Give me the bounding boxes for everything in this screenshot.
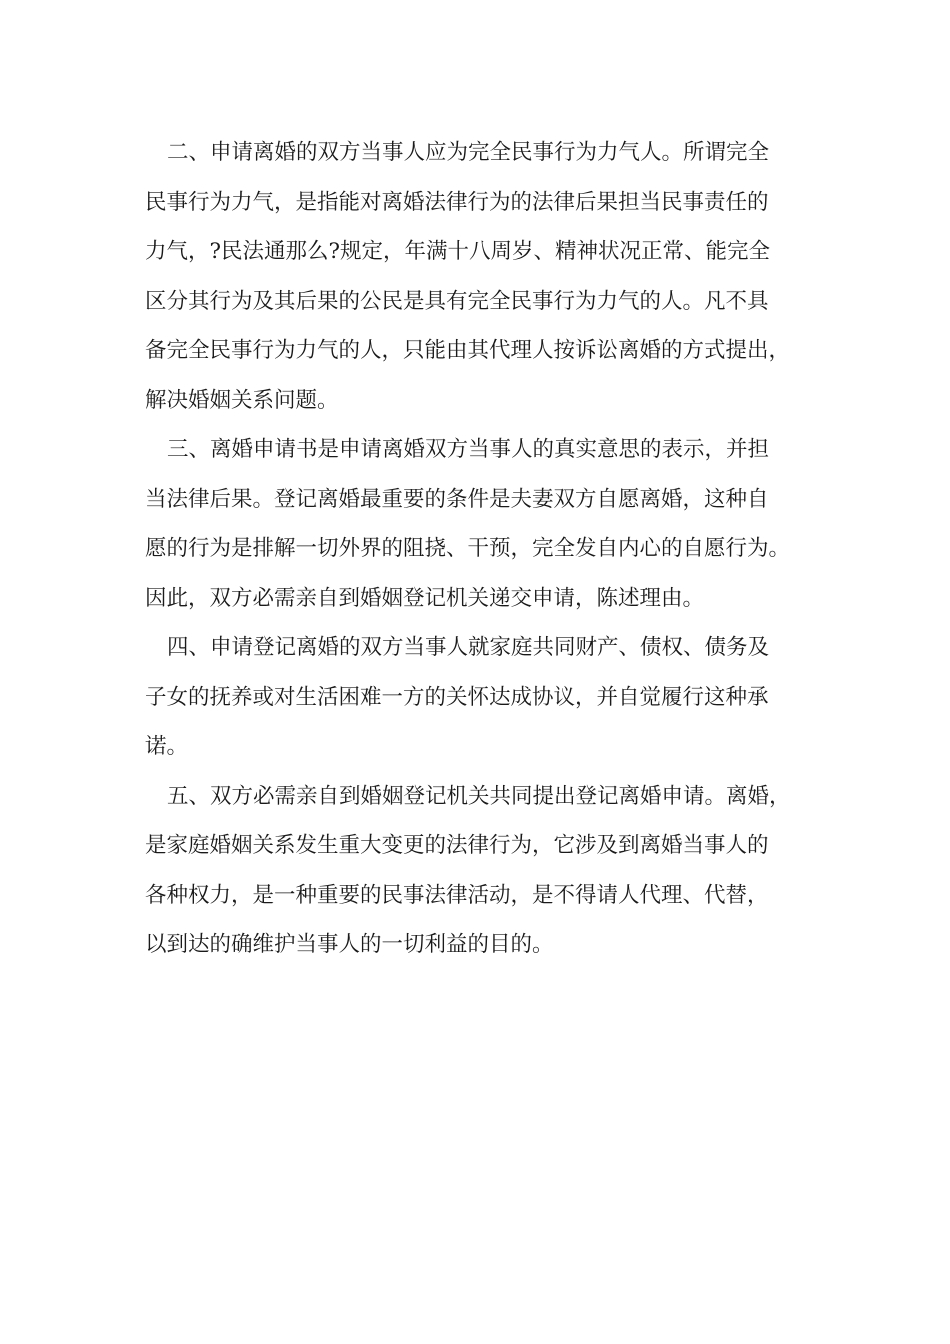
paragraph-line: 各种权力，是一种重要的民事法律活动，是不得请人代理、代替，: [145, 882, 769, 908]
paragraph-line: 区分其行为及其后果的公民是具有完全民事行为力气的人。凡不具: [145, 288, 769, 314]
paragraph-line: 子女的抚养或对生活困难一方的关怀达成协议，并自觉履行这种承: [145, 684, 769, 710]
paragraph-line: 愿的行为是排解一切外界的阻挠、干预，完全发自内心的自愿行为。: [145, 536, 791, 561]
paragraph-5: [145, 772, 845, 970]
paragraph-line: 力气，?民法通那么?规定，年满十八周岁、精神状况正常、能完全: [145, 239, 771, 264]
paragraph-4: [145, 623, 845, 772]
paragraph-line: 因此，双方必需亲自到婚姻登记机关递交申请，陈述理由。: [145, 585, 705, 611]
paragraph-line: 是家庭婚姻关系发生重大变更的法律行为，它涉及到离婚当事人的: [145, 833, 769, 858]
paragraph-line: 二、申请离婚的双方当事人应为完全民事行为力气人。所谓完全: [167, 140, 770, 165]
paragraph-line: 民事行为力气，是指能对离婚法律行为的法律后果担当民事责任的: [145, 189, 769, 215]
paragraph-line: 解决婚姻关系问题。: [145, 387, 339, 413]
paragraph-line: 以到达的确维护当事人的一切利益的目的。: [145, 932, 554, 957]
paragraph-line: 四、申请登记离婚的双方当事人就家庭共同财产、债权、债务及: [167, 635, 770, 660]
document-body: [145, 128, 845, 970]
paragraph-2: [145, 128, 845, 425]
paragraph-line: 三、离婚申请书是申请离婚双方当事人的真实意思的表示，并担: [167, 437, 770, 462]
paragraph-line: 当法律后果。登记离婚最重要的条件是夫妻双方自愿离婚，这种自: [145, 486, 769, 512]
paragraph-3: [145, 425, 845, 623]
paragraph-line: 诺。: [145, 734, 189, 759]
paragraph-line: 备完全民事行为力气的人，只能由其代理人按诉讼离婚的方式提出，: [145, 338, 791, 363]
paragraph-line: 五、双方必需亲自到婚姻登记机关共同提出登记离婚申请。离婚，: [167, 783, 791, 809]
